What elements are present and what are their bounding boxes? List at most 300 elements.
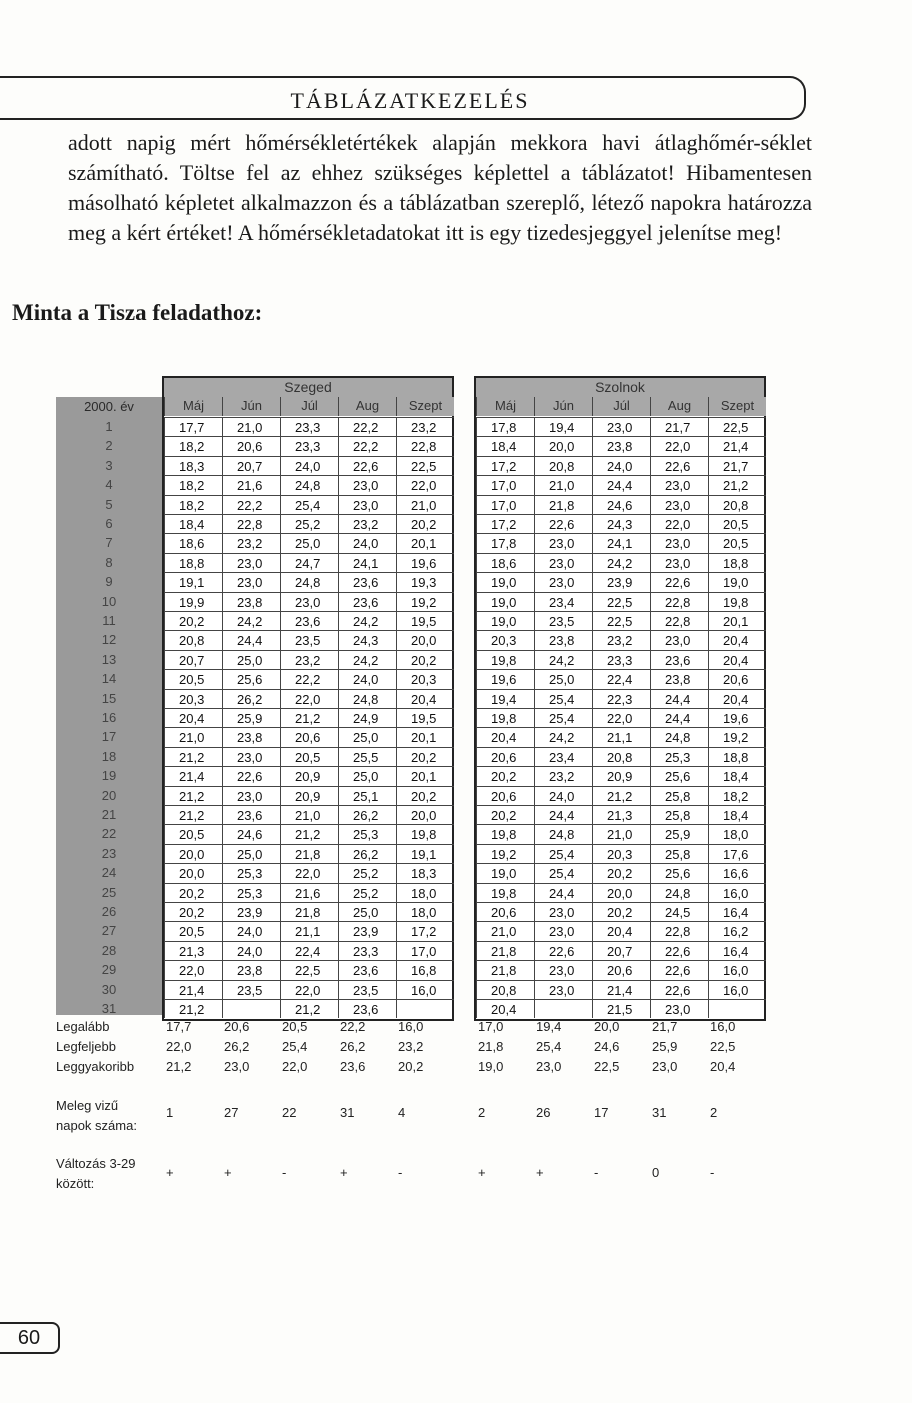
table-cell: 18,4 [708,766,766,785]
table-cell: 23,2 [534,766,592,785]
sample-title: Minta a Tisza feladathoz: [12,300,263,325]
table-cell: 23,6 [338,572,396,591]
table-cell: 20,3 [592,844,650,863]
day-number: 7 [105,535,113,551]
table-cell: 22,6 [338,456,396,475]
stat-value: 16,0 [398,1019,424,1034]
table-cell: 23,0 [534,980,592,999]
table-cell: 20,8 [476,980,534,999]
stat-label-mode: Leggyakoribb [56,1059,135,1074]
table-cell: 18,2 [164,436,222,455]
table-cell: 20,5 [280,747,338,766]
table-cell: 23,0 [534,902,592,921]
table-cell: 23,2 [222,533,280,552]
table-cell: 22,4 [280,941,338,960]
table-cell: 22,0 [280,689,338,708]
table-cell: 19,0 [476,611,534,630]
table-cell: 21,4 [708,436,766,455]
table-cell: 19,0 [476,572,534,591]
table-cell: 23,0 [650,533,708,552]
stat-value: 23,0 [224,1059,250,1074]
table-cell: 20,1 [396,533,454,552]
table-cell: 22,6 [650,941,708,960]
stat-value: 22,5 [710,1039,736,1054]
table-cell: 19,2 [396,592,454,611]
table-cell: 24,8 [280,475,338,494]
table-cell: 24,2 [592,553,650,572]
table-cell: 20,8 [708,495,766,514]
table-cell: 23,0 [222,572,280,591]
day-number: 15 [101,690,117,706]
table-cell: 18,6 [164,533,222,552]
day-number: 8 [105,554,113,570]
table-cell: 25,3 [222,883,280,902]
table-cell: 20,0 [534,436,592,455]
table-cell: 17,8 [476,417,534,436]
table-cell: 17,2 [476,456,534,475]
table-cell: 21,0 [592,824,650,843]
day-number: 16 [101,710,117,725]
table-cell: 18,8 [708,747,766,766]
stat-value: 31 [652,1105,667,1120]
table-cell: 22,0 [592,708,650,727]
table-cell: 23,0 [534,533,592,552]
table-cell: 25,2 [338,863,396,882]
table-cell: 24,4 [534,883,592,902]
table-cell: 20,6 [476,786,534,805]
table-cell: 23,9 [338,921,396,940]
month-header: Júl [592,397,650,416]
table-cell: 18,0 [396,902,454,921]
table-cell: 23,2 [338,514,396,533]
table-cell: 20,6 [222,436,280,455]
table-cell: 21,6 [280,883,338,902]
table-cell: 24,9 [338,708,396,727]
table-cell: 20,4 [396,689,454,708]
table-cell: 19,6 [396,553,454,572]
table-cell: 21,1 [280,921,338,940]
day-number: 20 [101,787,117,803]
table-cell: 22,8 [222,514,280,533]
table-cell: 22,2 [338,417,396,436]
table-cell: 22,0 [280,980,338,999]
table-cell: 23,0 [650,553,708,572]
table-cell: 23,0 [534,921,592,940]
stat-value: 20,5 [282,1019,308,1034]
day-number: 3 [105,457,113,473]
table-cell: 23,3 [592,650,650,669]
table-cell: 20,3 [164,689,222,708]
table-cell: 24,5 [650,902,708,921]
table-cell: 23,5 [280,630,338,649]
table-cell: 20,0 [396,805,454,824]
table-cell: 23,0 [534,572,592,591]
month-header: Jún [534,397,592,416]
table-cell: 25,0 [338,902,396,921]
table-cell: 20,0 [396,630,454,649]
day-number: 13 [101,651,117,667]
stat-value: - [710,1165,715,1180]
table-cell: 24,1 [592,533,650,552]
table-cell: 18,4 [164,514,222,533]
table-cell [708,999,766,1018]
stat-value: 0 [652,1165,660,1180]
stat-value: + [536,1165,544,1180]
table-cell: 16,4 [708,941,766,960]
table-cell: 18,0 [708,824,766,843]
day-number: 27 [101,923,117,939]
table-cell: 21,7 [708,456,766,475]
table-cell: 21,0 [222,417,280,436]
table-cell: 25,8 [650,786,708,805]
day-number: 23 [101,845,117,861]
table-cell: 20,0 [164,863,222,882]
stat-value: + [478,1165,486,1180]
table-cell: 19,4 [534,417,592,436]
day-number: 10 [101,593,117,609]
stat-value: 21,2 [166,1059,192,1074]
table-cell: 23,8 [222,960,280,979]
table-cell: 20,7 [592,941,650,960]
table-cell: 23,4 [534,747,592,766]
day-number: 18 [101,748,117,764]
table-cell: 22,6 [650,456,708,475]
table-cell: 22,6 [534,514,592,533]
table-cell: 24,2 [534,727,592,746]
table-cell: 16,8 [396,960,454,979]
table-cell: 20,9 [592,766,650,785]
table-cell: 24,4 [592,475,650,494]
table-cell: 21,4 [592,980,650,999]
stat-value: 20,0 [594,1019,620,1034]
table-cell: 22,8 [650,921,708,940]
table-cell: 18,2 [164,475,222,494]
stat-value: 23,2 [398,1039,424,1054]
table-cell: 24,0 [222,941,280,960]
day-number: 31 [101,1001,117,1016]
day-number: 24 [101,865,117,881]
table-cell: 20,2 [476,766,534,785]
table-cell: 22,6 [650,572,708,591]
stat-value: + [340,1165,348,1180]
month-header: Jún [222,397,280,416]
table-cell: 18,3 [164,456,222,475]
stat-value: 19,0 [478,1059,504,1074]
month-header: Szept [708,397,766,416]
day-number: 6 [105,516,113,531]
stat-value: 17,0 [478,1019,504,1034]
table-cell: 23,0 [592,417,650,436]
table-cell: 24,8 [534,824,592,843]
table-cell: 20,3 [396,669,454,688]
stat-value: 21,8 [478,1039,504,1054]
table-cell: 21,2 [280,999,338,1018]
day-number: 9 [105,574,113,590]
city-header: Szolnok [476,378,764,397]
table-cell: 21,2 [164,747,222,766]
stat-value: 20,2 [398,1059,424,1074]
table-cell: 21,8 [476,960,534,979]
table-cell: 25,0 [222,844,280,863]
table-cell: 21,8 [534,495,592,514]
day-number: 2 [105,438,113,454]
stat-value: 20,4 [710,1059,736,1074]
stat-value: 31 [340,1105,355,1120]
table-cell: 22,4 [592,669,650,688]
table-cell: 23,0 [534,553,592,572]
stat-value: 19,4 [536,1019,562,1034]
table-cell: 19,3 [396,572,454,591]
table-cell: 22,6 [650,960,708,979]
table-cell: 20,2 [396,650,454,669]
table-cell: 22,6 [534,941,592,960]
table-cell: 22,5 [280,960,338,979]
table-cell: 20,6 [476,747,534,766]
table-cell: 21,3 [164,941,222,960]
table-cell: 20,4 [476,727,534,746]
stat-value: 23,6 [340,1059,366,1074]
stat-value: 24,6 [594,1039,620,1054]
table-cell: 23,0 [280,592,338,611]
month-header: Máj [476,397,534,416]
table-cell: 24,2 [338,611,396,630]
table-cell: 19,1 [164,572,222,591]
city-header: Szeged [164,378,452,397]
stat-value: 25,9 [652,1039,678,1054]
day-number: 14 [101,671,117,687]
table-cell: 25,3 [338,824,396,843]
table-cell: 16,2 [708,921,766,940]
table-cell: 22,0 [164,960,222,979]
table-cell: 21,0 [164,727,222,746]
table-cell: 24,2 [534,650,592,669]
table-cell: 23,9 [222,902,280,921]
table-cell: 23,9 [592,572,650,591]
table-cell: 16,0 [708,980,766,999]
table-cell: 20,4 [708,630,766,649]
table-cell: 20,1 [396,727,454,746]
table-cell: 23,3 [280,436,338,455]
stat-value: 25,4 [536,1039,562,1054]
table-cell: 23,8 [650,669,708,688]
table-cell: 25,0 [280,533,338,552]
table-cell: 23,2 [396,417,454,436]
table-cell: 19,8 [476,650,534,669]
table-cell: 22,3 [592,689,650,708]
day-number: 11 [102,613,116,628]
table-cell: 16,0 [396,980,454,999]
table-cell: 23,8 [592,436,650,455]
table-cell: 19,6 [708,708,766,727]
day-number: 26 [101,904,117,919]
table-cell: 22,0 [280,863,338,882]
table-cell: 21,6 [222,475,280,494]
table-cell: 20,2 [164,611,222,630]
table-cell: 24,8 [280,572,338,591]
table-cell: 21,0 [476,921,534,940]
day-number: 28 [101,942,117,958]
table-cell: 21,2 [164,999,222,1018]
table-cell: 22,5 [708,417,766,436]
table-cell: 20,2 [592,902,650,921]
table-cell: 22,8 [650,611,708,630]
table-cell: 23,6 [280,611,338,630]
table-cell: 19,9 [164,592,222,611]
table-cell: 23,8 [222,592,280,611]
table-cell: 25,2 [280,514,338,533]
stat-value: 27 [224,1105,239,1120]
table-cell: 19,8 [476,824,534,843]
day-number: 17 [101,729,117,745]
table-cell: 21,1 [592,727,650,746]
stat-value: 1 [166,1105,174,1120]
table-cell: 20,2 [396,786,454,805]
table-cell: 24,0 [338,533,396,552]
table-cell: 23,6 [650,650,708,669]
table-cell: 23,4 [534,592,592,611]
stat-value: - [282,1165,287,1180]
table-cell: 20,5 [164,824,222,843]
table-cell: 19,4 [476,689,534,708]
table-cell: 24,6 [222,824,280,843]
table-cell: 22,2 [338,436,396,455]
table-cell: 23,6 [338,960,396,979]
table-cell: 23,0 [222,747,280,766]
table-cell: 25,0 [222,650,280,669]
month-header: Szept [396,397,454,416]
table-cell: 19,0 [708,572,766,591]
table-cell: 20,6 [280,727,338,746]
table-cell: 18,0 [396,883,454,902]
table-cell: 25,8 [650,805,708,824]
table-cell [222,999,280,1018]
table-cell: 24,0 [592,456,650,475]
table-cell: 25,6 [650,766,708,785]
table-cell: 20,4 [708,650,766,669]
table-cell: 26,2 [338,805,396,824]
table-cell: 24,0 [338,669,396,688]
table-cell: 19,5 [396,708,454,727]
table-cell: 19,8 [476,883,534,902]
stat-value: - [594,1165,599,1180]
stat-value: 22,0 [166,1039,192,1054]
table-cell: 20,2 [592,863,650,882]
table-cell: 18,4 [708,805,766,824]
month-header: Aug [338,397,396,416]
day-column-header: 2000. év [84,399,134,414]
table-cell: 18,2 [708,786,766,805]
table-cell: 23,0 [222,786,280,805]
table-cell: 20,8 [534,456,592,475]
table-cell: 20,8 [164,630,222,649]
table-cell: 24,2 [222,611,280,630]
table-cell: 23,6 [338,999,396,1018]
table-cell: 25,8 [650,844,708,863]
table-cell: 25,3 [650,747,708,766]
stat-value: + [224,1165,232,1180]
stat-label-warm-2: napok száma: [56,1118,137,1133]
table-cell: 25,4 [534,708,592,727]
stat-label-warm-1: Meleg vizű [56,1098,119,1113]
table-cell: 20,2 [476,805,534,824]
table-cell: 25,5 [338,747,396,766]
table-cell: 22,5 [396,456,454,475]
stat-value: 16,0 [710,1019,736,1034]
table-cell: 20,2 [164,883,222,902]
stat-value: 4 [398,1105,406,1120]
table-cell: 25,0 [338,727,396,746]
table-cell: 24,4 [222,630,280,649]
table-cell: 23,0 [650,495,708,514]
table-cell: 20,8 [592,747,650,766]
table-cell: 23,0 [650,999,708,1018]
day-number: 12 [101,632,117,648]
table-cell: 23,6 [222,805,280,824]
day-number: 5 [105,496,113,512]
table-cell: 20,5 [708,514,766,533]
table-cell: 22,0 [396,475,454,494]
table-cell: 24,6 [592,495,650,514]
table-cell: 25,4 [534,844,592,863]
page-number: 60 [0,1322,60,1354]
table-cell: 25,9 [650,824,708,843]
table-cell: 19,0 [476,592,534,611]
day-number: 30 [101,981,117,997]
table-cell: 21,2 [280,708,338,727]
day-number: 1 [105,419,113,434]
table-cell: 20,2 [396,514,454,533]
day-number: 4 [105,477,113,493]
table-cell: 25,4 [280,495,338,514]
table-cell: 20,2 [164,902,222,921]
table-cell: 21,0 [396,495,454,514]
table-cell: 25,3 [222,863,280,882]
table-cell: 18,3 [396,863,454,882]
table-cell: 21,2 [164,786,222,805]
stat-value: 22,2 [340,1019,366,1034]
table-cell: 20,9 [280,786,338,805]
table-cell: 20,2 [396,747,454,766]
table-cell: 20,7 [164,650,222,669]
table-cell: 25,1 [338,786,396,805]
table-cell: 17,7 [164,417,222,436]
table-cell: 21,4 [164,980,222,999]
day-number: 29 [101,962,117,978]
table-cell: 25,4 [534,863,592,882]
table-cell: 24,2 [338,650,396,669]
stat-value: 22,5 [594,1059,620,1074]
stat-value: 23,0 [652,1059,678,1074]
table-cell: 21,4 [164,766,222,785]
table-cell: 20,5 [708,533,766,552]
table-cell: 16,0 [708,883,766,902]
table-cell: 21,2 [280,824,338,843]
table-cell: 25,6 [650,863,708,882]
table-cell: 22,5 [592,611,650,630]
table-cell: 21,2 [592,786,650,805]
table-cell: 19,8 [396,824,454,843]
table-cell: 20,9 [280,766,338,785]
table-cell: 16,0 [708,960,766,979]
table-cell: 22,0 [650,514,708,533]
table-cell: 24,0 [222,921,280,940]
table-cell: 18,6 [476,553,534,572]
table-cell: 17,2 [396,921,454,940]
table-cell: 23,2 [280,650,338,669]
stat-label-change-1: Változás 3-29 [56,1156,136,1171]
table-cell: 22,2 [280,669,338,688]
table-cell [534,999,592,1018]
